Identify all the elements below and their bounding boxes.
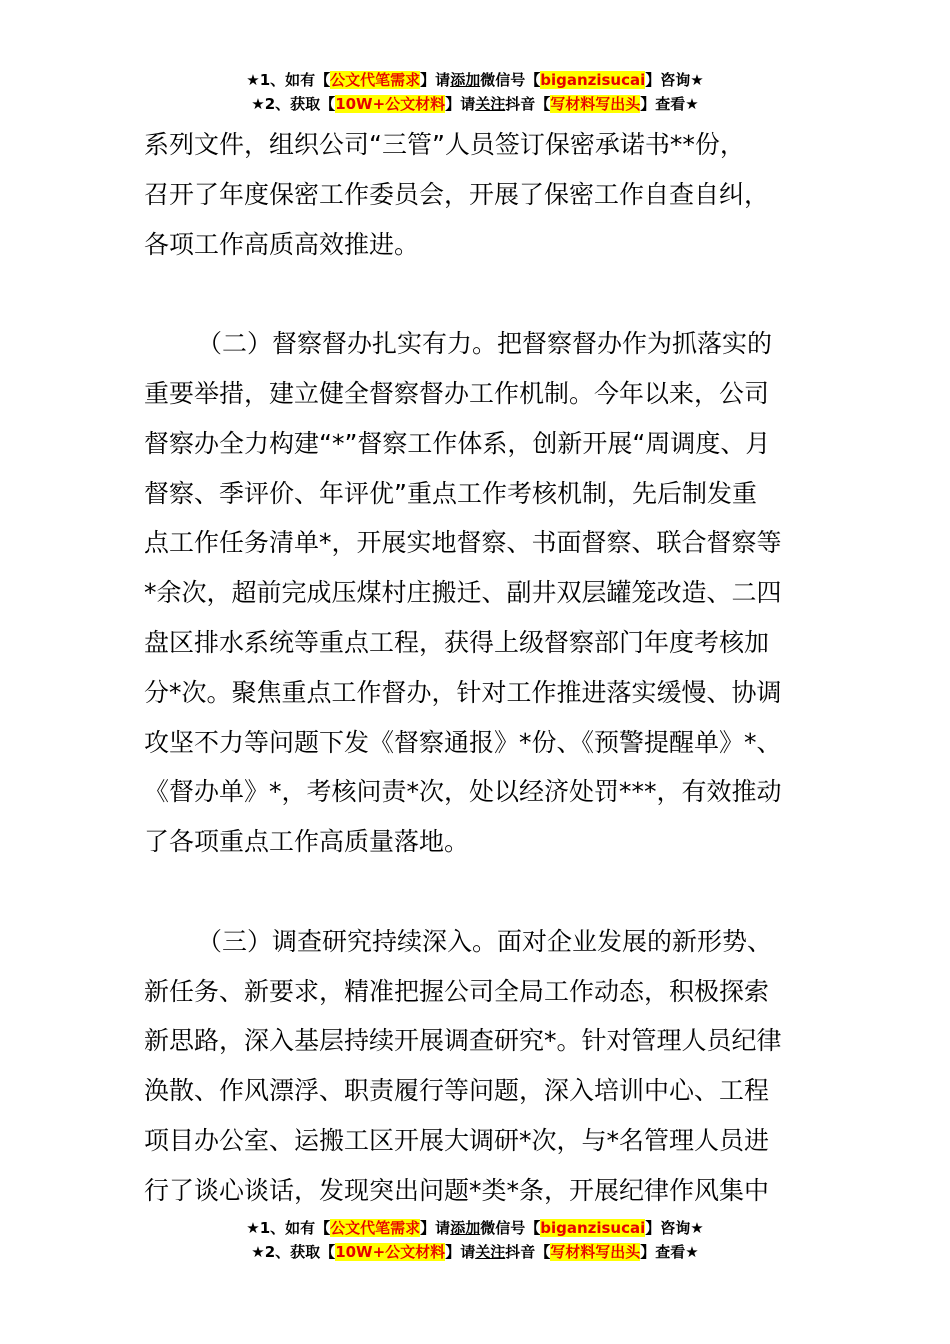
footer-banner: [0, 1216, 950, 1264]
document-body: [144, 120, 812, 1216]
text-line: 重要举措，建立健全督察督办工作机制。今年以来，公司: [144, 378, 770, 408]
text-line: 系列文件，组织公司“三管”人员签订保密承诺书**份，: [144, 130, 745, 159]
banner-text: ★1、如有【: [246, 1219, 331, 1237]
text-line: 盘区排水系统等重点工程，获得上级督察部门年度考核加: [144, 627, 770, 657]
text-line: 新思路，深入基层持续开展调查研究*。针对管理人员纪律: [144, 1026, 782, 1056]
banner-text: 】请: [445, 1243, 476, 1261]
banner-text: 】请: [420, 71, 451, 89]
banner-text: 】查看★: [640, 95, 699, 113]
section-heading-line: （二）督察督办扎实有力。把督察督办作为抓落实的: [197, 329, 773, 359]
text-line: 行了谈心谈话，发现突出问题*类*条，开展纪律作风集中: [144, 1175, 770, 1205]
text-line: 督察办全力构建“*”督察工作体系，创新开展“周调度、月: [144, 428, 771, 458]
text-line: 督察、季评价、年评优”重点工作考核机制，先后制发重: [144, 478, 757, 508]
banner-text: 抖音【: [505, 1243, 551, 1261]
banner-underline: 关注: [475, 95, 506, 113]
banner-text: ★2、获取【: [251, 1243, 336, 1261]
text-line: *余次，超前完成压煤村庄搬迁、副井双层罐笼改造、二四: [144, 578, 782, 608]
text-line: 项目办公室、运搬工区开展大调研*次，与*名管理人员进: [144, 1125, 770, 1155]
banner-text: 微信号【: [480, 1219, 541, 1237]
text-line: 分*次。聚焦重点工作督办，针对工作推进落实缓慢、协调: [144, 677, 782, 707]
banner-text: ★2、获取【: [251, 95, 336, 113]
text-line: 了各项重点工作高质量落地。: [144, 827, 470, 857]
banner-text: ★1、如有【: [246, 71, 331, 89]
banner-text: 】请: [445, 95, 476, 113]
header-banner: [0, 68, 950, 116]
banner-highlight: 写材料写出头: [550, 1243, 641, 1261]
banner-line-1: [0, 68, 950, 92]
banner-line-2: [0, 1240, 950, 1264]
banner-text: 抖音【: [505, 95, 551, 113]
banner-text: 】请: [420, 1219, 451, 1237]
banner-highlight: 公文代笔需求: [330, 71, 421, 89]
banner-highlight: biganzisucai: [540, 71, 646, 89]
banner-highlight: 公文代笔需求: [330, 1219, 421, 1237]
text-line: 各项工作高质高效推进。: [144, 229, 420, 259]
text-line: 召开了年度保密工作委员会，开展了保密工作自查自纠，: [144, 179, 770, 209]
banner-line-1: [0, 1216, 950, 1240]
text-line: 攻坚不力等问题下发《督察通报》*份、《预警提醒单》*、: [144, 727, 782, 757]
banner-text: 】查看★: [640, 1243, 699, 1261]
text-line: 点工作任务清单*，开展实地督察、书面督察、联合督察等: [144, 528, 782, 558]
section-heading-line: （三）调查研究持续深入。面对企业发展的新形势、: [197, 926, 773, 956]
banner-highlight: 写材料写出头: [550, 95, 641, 113]
banner-text: 微信号【: [480, 71, 541, 89]
banner-text: 】咨询★: [645, 1219, 704, 1237]
banner-underline: 添加: [450, 1219, 481, 1237]
text-line: 涣散、作风漂浮、职责履行等问题，深入培训中心、工程: [144, 1076, 770, 1106]
text-line: 《督办单》*，考核问责*次，处以经济处罚***，有效推动: [144, 777, 782, 807]
banner-line-2: [0, 92, 950, 116]
banner-text: 】咨询★: [645, 71, 704, 89]
paragraph-gap: [144, 867, 812, 917]
paragraph-gap: [144, 269, 812, 319]
banner-highlight: 10W+公文材料: [335, 1243, 446, 1261]
banner-highlight: biganzisucai: [540, 1219, 646, 1237]
text-line: 新任务、新要求，精准把握公司全局工作动态，积极探索: [144, 976, 770, 1006]
banner-underline: 关注: [475, 1243, 506, 1261]
banner-underline: 添加: [450, 71, 481, 89]
banner-highlight: 10W+公文材料: [335, 95, 446, 113]
